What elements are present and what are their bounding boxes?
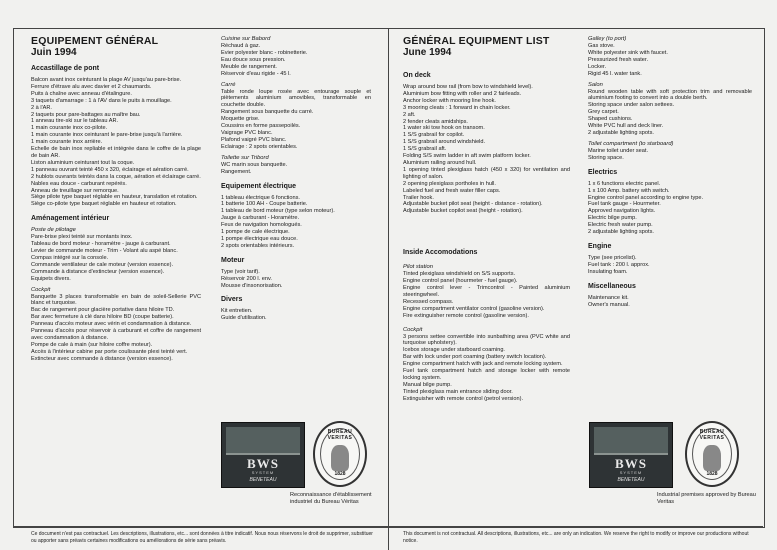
list-item: 2 aft.: [403, 111, 416, 118]
fr-footer-disclaimer: Ce document n'est pas contractuel. Les descriptions, illustrations, etc... sont données à titre indicatif. Nous nous réservons le droit de supprimer, substituer ou apporter sans préavis certaines modifications ou améliorations de série sans préavis.: [31, 531, 373, 544]
list-item: Pressurized fresh water.: [588, 56, 649, 63]
list-item: Marine toilet under seat.: [588, 147, 649, 154]
en-deck-heading: On deck: [403, 72, 431, 79]
list-item: Engine control lever - Trimcontrol - Painted aluminium steeringwheel.: [403, 285, 570, 298]
list-item: Maintenance kit.: [588, 294, 629, 301]
list-item: Commande ventilateur de cale moteur (version essence).: [31, 261, 174, 268]
en-elec-heading: Electrics: [588, 168, 618, 176]
list-item: 1 main courante inox arrière.: [31, 139, 103, 146]
list-item: Rangement.: [221, 168, 252, 175]
list-item: 1 main courante inox ceinturant le pare-brise jusqu'à l'arrière.: [31, 132, 183, 139]
fr-pilot-subheading: Poste de pilotage: [31, 227, 76, 234]
list-item: Grey carpet.: [588, 109, 619, 116]
list-item: 1 pompe électrique eau douce.: [221, 235, 298, 242]
fr-title: EQUIPEMENT GÉNÉRAL: [31, 35, 159, 47]
fr-misc-heading: Divers: [221, 296, 243, 304]
list-item: Compas intégré sur la console.: [31, 254, 109, 261]
fr-elec-list: [221, 195, 371, 250]
fr-cockpit-list: [31, 294, 201, 363]
en-saloon-list: [588, 89, 752, 137]
list-item: Coussins en forme passepoilés.: [221, 123, 301, 130]
en-footer-disclaimer: This document is not contractual. All descriptions, illustrations, etc... are only an indication. We reserve the right to modify or improve our productions without notice.: [403, 531, 749, 544]
list-item: Owner's manual.: [588, 301, 630, 308]
fr-seal-year: 1828: [334, 471, 346, 477]
list-item: Rigid 45 l. water tank.: [588, 70, 642, 77]
list-item: 2 opening plexiglass portholes in hull.: [403, 180, 496, 187]
en-bws-text: BWS: [615, 456, 647, 471]
list-item: Pare-brise plexi teinté sur montants inox.: [31, 234, 133, 241]
list-item: Electric bilge pump.: [588, 215, 637, 222]
list-item: Electric fresh water pump.: [588, 222, 653, 229]
boat-hull-icon: [226, 427, 300, 455]
list-item: Recessed compass.: [403, 298, 454, 305]
list-item: Tinted plexiglass windshield on S/S supports.: [403, 271, 516, 278]
list-item: 1 main courante inox co-pilote.: [31, 125, 108, 132]
list-item: 2 adjustable lighting spots.: [588, 129, 654, 136]
list-item: Mousse d'insonorisation.: [221, 282, 283, 289]
list-item: Engine control panel (hourmeter - fuel gauge).: [403, 278, 518, 285]
list-item: 1 tableau de bord moteur (type selon moteur).: [221, 208, 335, 215]
list-item: Guide d'utilisation.: [221, 315, 267, 322]
list-item: White PVC hull and deck liner.: [588, 123, 664, 130]
list-item: Jauge à carburant - Horamètre.: [221, 215, 300, 222]
list-item: Trailer hook.: [403, 194, 434, 201]
fr-right-column: [221, 36, 371, 322]
fr-date: Juin 1994: [31, 47, 77, 58]
list-item: Kit entretien.: [221, 308, 253, 315]
list-item: Wrap around bow rail (from bow to windshield level).: [403, 84, 533, 90]
list-item: Tableau de bord moteur - horamètre - jauge à carburant.: [31, 241, 171, 248]
list-item: Gas stove.: [588, 43, 615, 49]
fr-cockpit-subheading: Cockpit: [31, 286, 51, 293]
list-item: 1 S/S grabrail aft.: [403, 146, 447, 153]
list-item: 1 S/S grabrail around windshield.: [403, 139, 486, 146]
list-item: 1 x 100 Amp. battery with switch.: [588, 187, 670, 194]
en-pilot-list: [403, 271, 570, 319]
list-item: 3 taquets d'amarrage : 1 à l'AV dans le puits à mouillage.: [31, 97, 172, 104]
fr-engine-list: [221, 269, 371, 290]
list-item: Liston aluminium ceinturant tout la coque.: [31, 159, 135, 166]
list-item: 2 taquets pour pare-battages au maître bau.: [31, 111, 141, 118]
en-cockpit-subheading: Cockpit: [403, 326, 423, 333]
footer-rule: [13, 526, 763, 527]
fr-system-text: SYSTEM: [251, 470, 275, 475]
list-item: 1 pompe de cale électrique.: [221, 229, 290, 236]
fr-toilet-subheading: Toilette sur Tribord: [221, 154, 269, 161]
fr-bureau-veritas-seal: [313, 421, 367, 487]
en-galley-list: [588, 43, 752, 78]
en-deck-list: [403, 84, 570, 215]
en-caption: Industrial premises approved by Bureau Veritas: [657, 492, 756, 505]
list-item: Accès à l'intérieur cabine par porte coulissante plexi teinté vert.: [31, 348, 188, 355]
en-title: GÉNÉRAL EQUIPMENT LIST: [403, 35, 550, 47]
en-misc-heading: Miscellaneous: [588, 282, 636, 290]
column-divider: [388, 28, 389, 550]
list-item: Echelle de bain inox repliable et intégrée dans le coffre de la plage de bain AR.: [31, 146, 201, 159]
list-item: Ferrure d'étrave alu avec davier et 2 chaumards.: [31, 83, 152, 90]
fr-caption: Reconnaissance d'établissement industriel du Bureau Véritas: [290, 492, 372, 505]
list-item: Fuel tank compartment hatch and storage locker with remote locking system.: [403, 368, 570, 381]
en-toilet-list: [588, 148, 752, 162]
list-item: Adjustable bucket copilot seat (height - rotation).: [403, 208, 523, 215]
list-item: Eau douce sous pression.: [221, 56, 286, 63]
list-item: Banquette 3 places transformable en bain de soleil-Sellerie PVC blanc et turquoise.: [31, 293, 201, 307]
list-item: Extinguisher with remote control (petrol version).: [403, 395, 524, 402]
en-misc-list: [588, 295, 752, 309]
boat-hull-icon: [594, 427, 668, 455]
en-bws-logo: [589, 422, 673, 488]
seal-figure-icon: [331, 445, 349, 471]
list-item: Panneau d'accès pour réservoir à carburant et coffre de rangement avec condamnation à distance.: [31, 328, 201, 341]
list-item: Siège pilote type baquet réglable en hauteur, translation et rotation.: [31, 194, 198, 201]
list-item: Plafond vaigré PVC blanc.: [221, 136, 287, 143]
fr-deck-heading: Accastillage de pont: [31, 65, 100, 72]
list-item: Puits à chaîne avec anneau d'étalingure.: [31, 90, 132, 97]
en-seal-year: 1828: [706, 471, 718, 477]
list-item: Fuel tank gauge - Hourmeter.: [588, 201, 661, 208]
en-elec-list: [588, 181, 752, 236]
fr-bws-text: BWS: [247, 456, 279, 471]
en-saloon-subheading: Salon: [588, 81, 603, 88]
list-item: Pompe de cale à main (sur hiloire coffre moteur).: [31, 341, 153, 348]
list-item: Adjustable bucket pilot seat (height - distance - rotation).: [403, 201, 543, 208]
list-item: 2 fender cleats amidships.: [403, 118, 468, 125]
list-item: Siège co-pilote type baquet réglable en hauteur et rotation.: [31, 201, 177, 208]
list-item: Evier polyester blanc - robinetterie.: [221, 49, 308, 56]
list-item: Commande à distance d'extincteur (version essence).: [31, 268, 165, 275]
en-engine-list: [588, 255, 752, 276]
list-item: Approved navigation lights.: [588, 208, 656, 215]
fr-bws-logo: [221, 422, 305, 488]
fr-galley-subheading: Cuisine sur Babord: [221, 36, 271, 42]
list-item: Shaped cushions.: [588, 116, 633, 123]
fr-pilot-list: [31, 234, 201, 282]
list-item: Réchaud à gaz.: [221, 43, 261, 49]
list-item: 2 hublots ouvrants teintés dans la coque, aération et éclairage carré.: [31, 173, 201, 180]
list-item: Engine compartment hatch with jack and remote locking system.: [403, 361, 563, 368]
en-cockpit-list: [403, 334, 570, 403]
en-date: June 1994: [403, 47, 452, 58]
list-item: Levier de commande moteur - Trim - Volant alu aspé blanc.: [31, 248, 178, 255]
list-item: Type (voir tarif).: [221, 268, 260, 275]
list-item: Equipets divers.: [31, 275, 71, 282]
list-item: Fire extinguisher remote control (gasoline version).: [403, 312, 529, 319]
list-item: Bar avec fermeture à clé dans hiloire BD (coupe batterie).: [31, 314, 174, 321]
fr-deck-list: [31, 77, 201, 208]
list-item: Round wooden table with soft protection trim and removable aluminium footing to convert into a double berth.: [588, 88, 752, 102]
fr-engine-heading: Moteur: [221, 256, 245, 264]
en-system-text: SYSTEM: [619, 470, 643, 475]
fr-misc-list: [221, 308, 371, 322]
list-item: Rangement sous banquette du carré.: [221, 109, 314, 116]
list-item: 1 x 6 functions electric panel.: [588, 180, 661, 187]
list-item: 1 panneau ouvrant teinté 450 x 320, éclairage et aération carré.: [31, 166, 189, 173]
list-item: Anchor locker with mooring line hook.: [403, 97, 496, 104]
list-item: Bac de rangement pour glacière portative dans hiloire TD.: [31, 307, 175, 314]
list-item: Nables eau douce - carburant repérés.: [31, 180, 127, 187]
list-item: Locker.: [588, 63, 607, 70]
list-item: Panneau d'accès moteur avec vérin et condamnation à distance.: [31, 321, 192, 328]
list-item: Fuel tank : 200 l. approx.: [588, 261, 650, 268]
list-item: Aluminium bow fitting with roller and 2 fairleads.: [403, 90, 522, 97]
fr-interior-heading: Aménagement intérieur: [31, 215, 110, 223]
fr-left-column: [31, 36, 201, 363]
list-item: 3 mooring cleats : 1 forward in chain locker.: [403, 104, 511, 111]
en-toilet-subheading: Toilet compartment (to starboard): [588, 140, 674, 147]
list-item: Engine compartment ventilator control (gasoline version).: [403, 305, 545, 312]
list-item: Storing space under salon settees.: [588, 102, 675, 109]
en-pilot-subheading: Pilot station: [403, 264, 433, 271]
list-item: 1 batterie 100 AH - Coupe batterie.: [221, 201, 308, 208]
list-item: 1 water ski tow hook on transom.: [403, 125, 485, 132]
list-item: 2 adjustable lighting spots.: [588, 229, 654, 236]
list-item: Tinted plexiglass main entrance sliding door.: [403, 388, 513, 395]
list-item: Feux de navigation homologués.: [221, 222, 302, 229]
fr-brand-text: BENETEAU: [249, 477, 277, 483]
list-item: Anneau de treuillage sur remorque.: [31, 187, 119, 194]
list-item: 2 spots orientables intérieurs.: [221, 242, 295, 249]
en-engine-heading: Engine: [588, 242, 612, 250]
list-item: Icebox storage under starboard coaming.: [403, 347, 505, 354]
en-interior-heading: Inside Accomodations: [403, 249, 478, 257]
fr-saloon-subheading: Carré: [221, 81, 236, 88]
list-item: 1 S/S grabrail for copilot.: [403, 132, 465, 139]
en-brand-text: BENETEAU: [617, 477, 645, 483]
en-galley-subheading: Galley (to port): [588, 36, 627, 42]
seal-figure-icon: [703, 445, 721, 471]
list-item: 1 tableau électrique 6 fonctions.: [221, 194, 300, 201]
fr-seal-text: BUREAU VERITAS: [327, 429, 353, 441]
fr-toilet-list: [221, 162, 371, 176]
en-right-column: [588, 36, 752, 308]
list-item: Aluminium railing around hull.: [403, 159, 477, 166]
fr-elec-heading: Equipement électrique: [221, 182, 297, 190]
list-item: Type (see pricelist).: [588, 254, 637, 261]
list-item: White polyester sink with faucet.: [588, 49, 668, 56]
en-bureau-veritas-seal: [685, 421, 739, 487]
list-item: Table ronde loupe rosée avec entourage souple et piètements aluminium amovibles, transformable en couchette double.: [221, 88, 371, 109]
list-item: Meuble de rangement.: [221, 63, 277, 70]
list-item: Engine control panel according to engine type.: [588, 194, 704, 201]
list-item: WC marin sous banquette.: [221, 161, 288, 168]
list-item: Extincteur avec commande à distance (version essence).: [31, 355, 173, 362]
list-item: Bar with lock under port coaming (battery switch location).: [403, 354, 547, 361]
list-item: Manual bilge pump.: [403, 381, 452, 388]
list-item: 1 opening tinted plexiglass hatch (450 x 320) for ventilation and lighting of salon.: [403, 166, 570, 180]
en-left-column: [403, 36, 570, 403]
en-seal-text: BUREAU VERITAS: [699, 429, 725, 441]
list-item: Labeled fuel and fresh water filler caps.: [403, 187, 501, 194]
list-item: Storing space.: [588, 154, 624, 161]
list-item: 1 anneau tire-ski sur le tableau AR.: [31, 118, 119, 125]
list-item: 3 persons settee convertible into sunbathing area (PVC white and turquoise upholstery).: [403, 333, 570, 347]
list-item: Réservoir d'eau rigide - 45 l.: [221, 70, 291, 77]
list-item: Insulating foam.: [588, 268, 628, 275]
list-item: Réservoir 200 l. env.: [221, 275, 272, 282]
fr-galley-list: [221, 43, 371, 78]
list-item: Eclairage : 2 spots orientables.: [221, 143, 298, 150]
list-item: Moquette grise.: [221, 116, 260, 123]
list-item: Folding S/S swim ladder in aft swim platform locker.: [403, 153, 531, 160]
list-item: Vaigrage PVC blanc.: [221, 129, 273, 136]
list-item: 2 à l'AR.: [31, 104, 52, 111]
fr-saloon-list: [221, 89, 371, 151]
list-item: Balcon avant inox ceinturant la plage AV jusqu'au pare-brise.: [31, 77, 182, 83]
